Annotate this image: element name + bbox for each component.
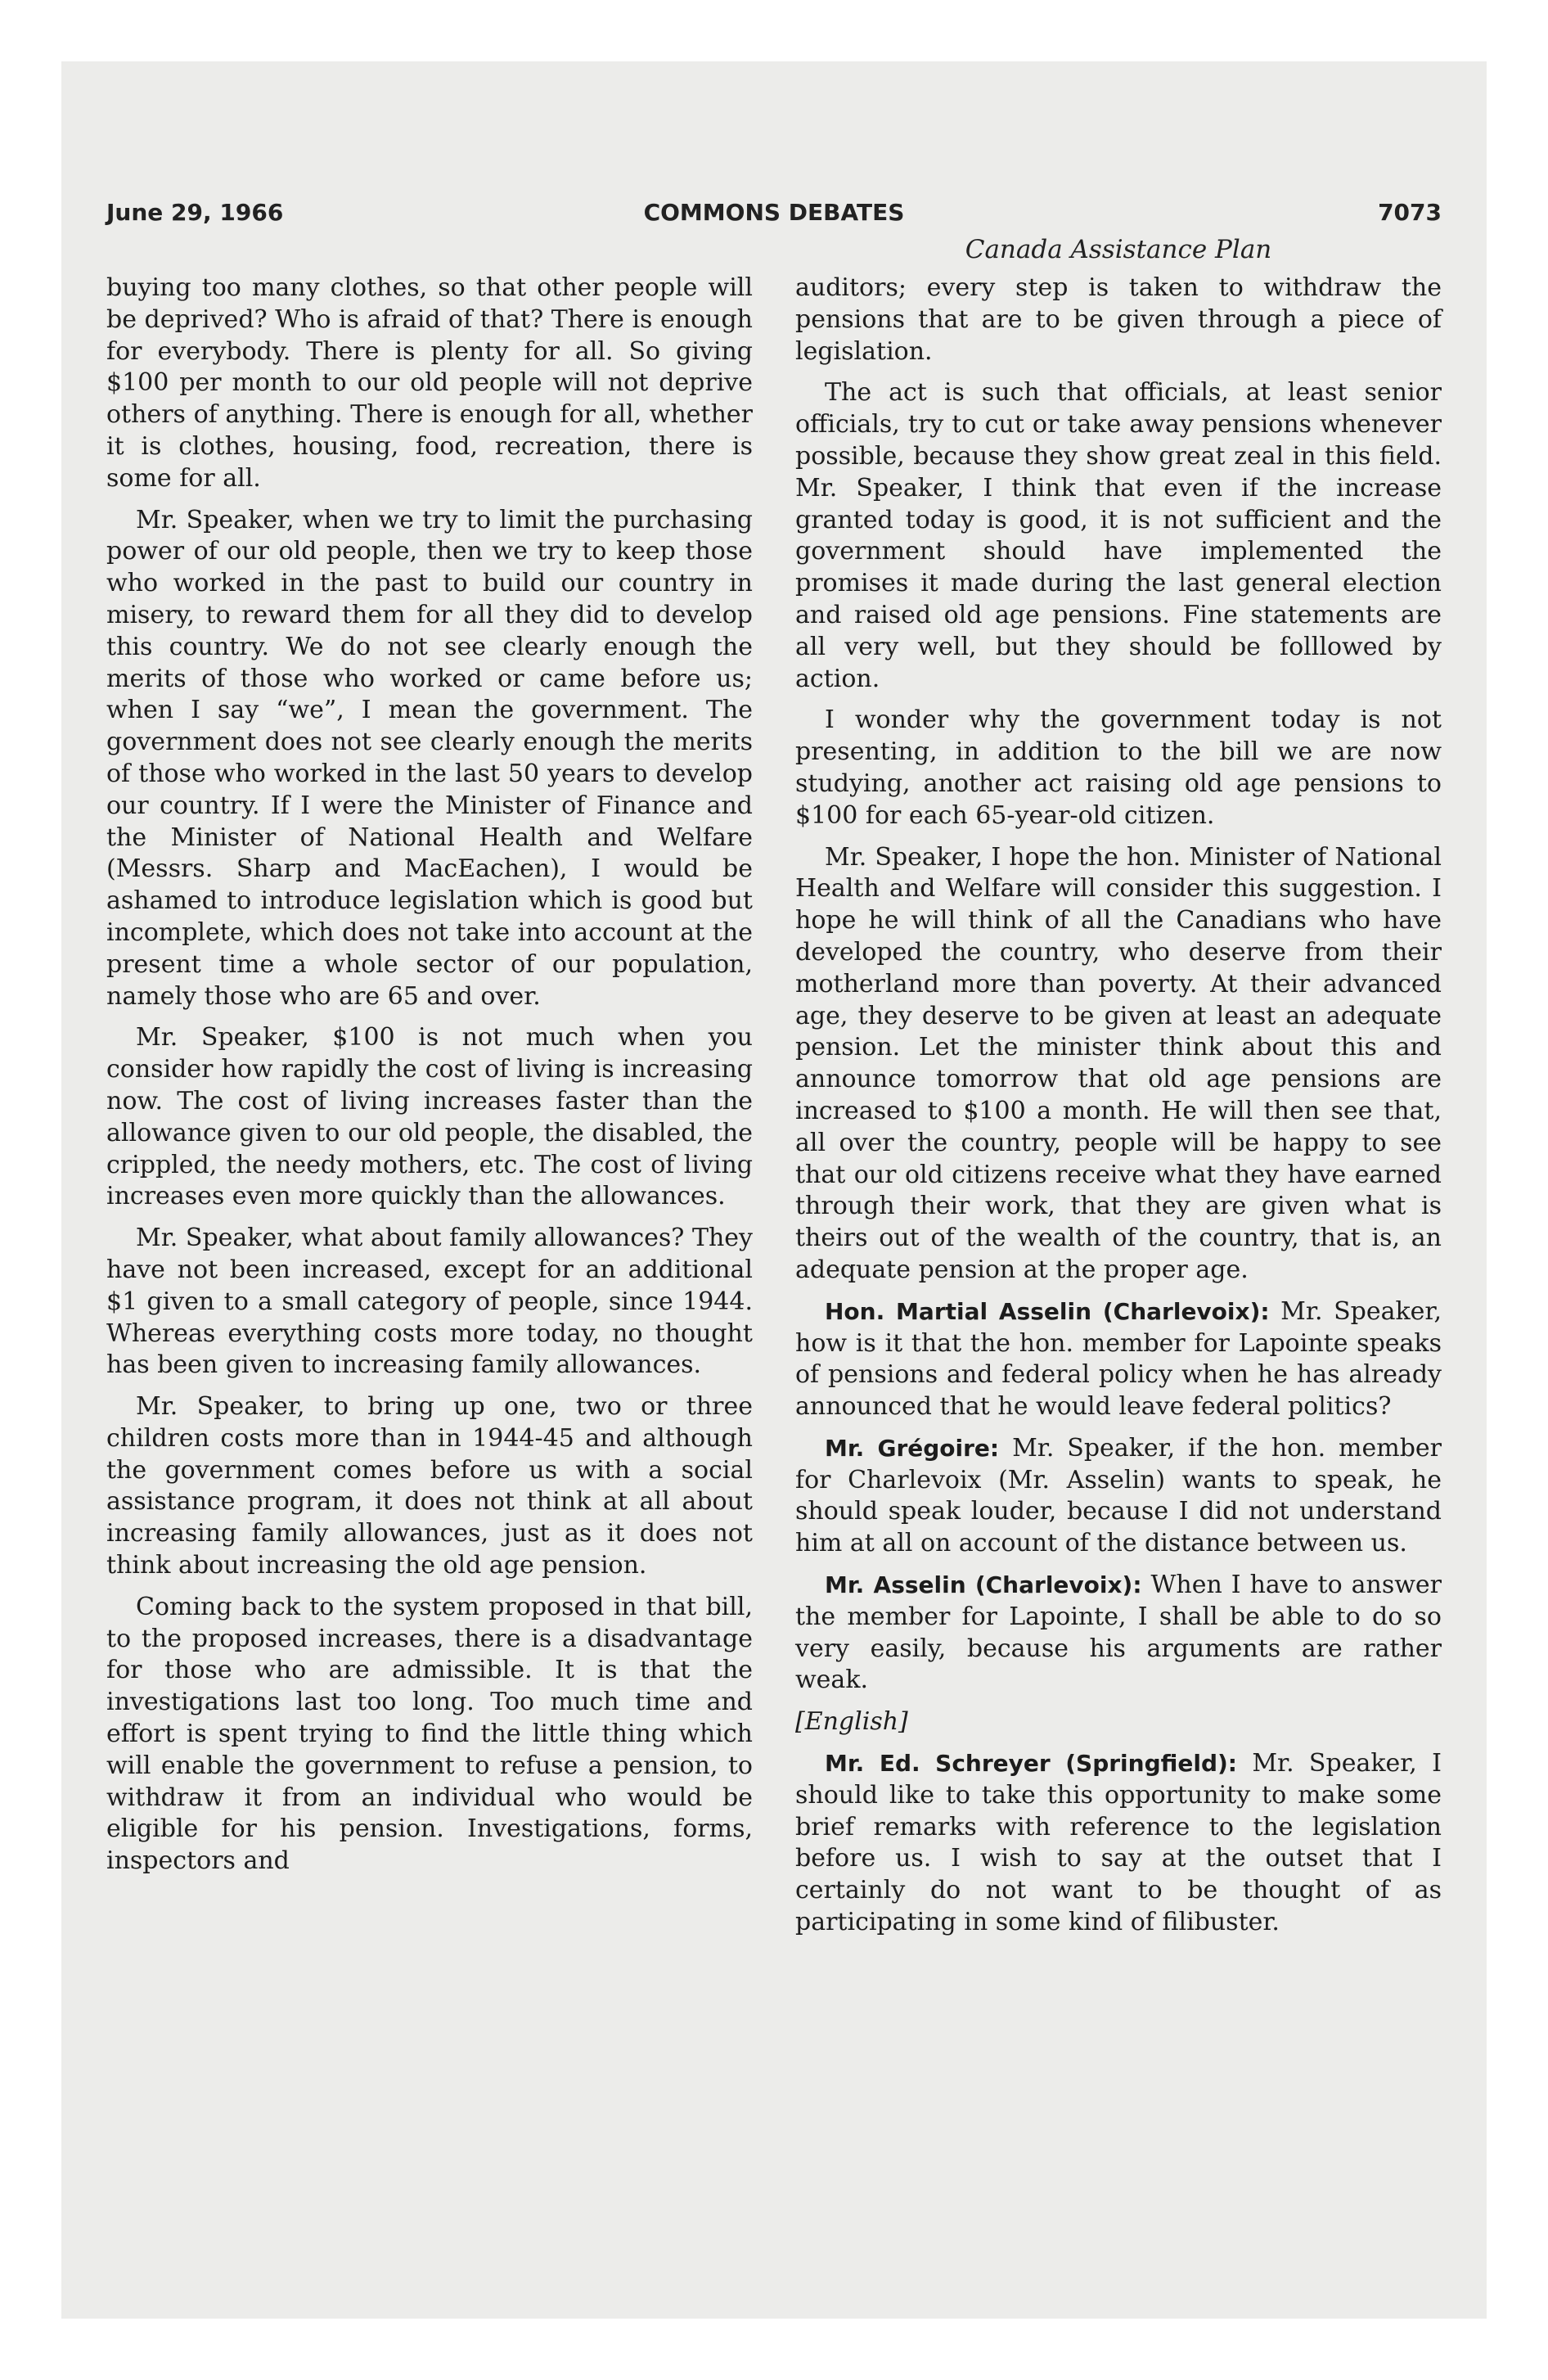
speaker-name: Mr. Ed. Schreyer (Springfield): <box>825 1750 1238 1778</box>
paragraph: Mr. Speaker, I hope the hon. Minister of National Health and Welfare will consider this suggestion. I hope he will think of all the Canadians who have developed the country, who deserve from their motherland more than poverty. At their advanced age, they deserve to be given at least an adequate pension. Let the minister think about this and announce tomorrow that old age pensions are increased to $100 a month. He will then see that, all over the country, people will be happy to see that our old citizens receive what they have earned through their work, that they are given what is theirs out of the wealth of the country, that is, an adequate pension at the proper age. <box>795 842 1442 1284</box>
language-note: [English] <box>795 1707 908 1737</box>
right-column <box>795 273 1442 1949</box>
paragraph: Coming back to the system proposed in that bill, to the proposed increases, there is a disadvantage for those who are admissible. It is that the investigations last too long. Too much time and effort is spent trying to find the little thing which will enable the government to refuse a pension, to withdraw it from an individual who would be eligible for his pension. Investigations, forms, inspectors and <box>106 1592 753 1876</box>
speech-text: When I have to answer the member for Lapointe, I shall be able to do so very easily, because his arguments are rather weak. <box>795 1571 1442 1695</box>
speaker-name: Mr. Asselin (Charlevoix): <box>825 1571 1142 1599</box>
paragraph: Mr. Speaker, $100 is not much when you consider how rapidly the cost of living is increasing now. The cost of living increases faster than the allowance given to our old people, the disabled, the crippled, the needy mothers, etc. The cost of living increases even more quickly than the allowances. <box>106 1023 753 1211</box>
header-page-number: 7073 <box>1378 199 1442 226</box>
paragraph: Mr. Speaker, to bring up one, two or three children costs more than in 1944-45 and although the government comes before us with a social assistance program, it does not think at all about increasing family allowances, just as it does not think about increasing the old age pension. <box>106 1392 753 1580</box>
header-title: COMMONS DEBATES <box>643 199 905 226</box>
paragraph: buying too many clothes, so that other people will be deprived? Who is afraid of that? There is enough for everybody. There is plenty for all. So giving $100 per month to our old people will not deprive others of anything. There is enough for all, whether it is clothes, housing, food, recreation, there is some for all. <box>106 273 753 493</box>
page-sheet <box>61 61 1487 2319</box>
speech-gregoire <box>795 1433 1442 1560</box>
paragraph: Mr. Speaker, when we try to limit the purchasing power of our old people, then we try to keep those who worked in the past to build our country in misery, to reward them for all they did to develop this country. We do not see clearly enough the merits of those who worked or came before us; when I say “we”, I mean the government. The government does not see clearly enough the merits of those who worked in the last 50 years to develop our country. If I were the Minister of Finance and the Minister of National Health and Welfare (Messrs. Sharp and MacEachen), I would be ashamed to introduce legislation which is good but incomplete, which does not take into account at the present time a whole sector of our population, namely those who are 65 and over. <box>106 505 753 1011</box>
header-date: June 29, 1966 <box>106 199 284 226</box>
left-column <box>106 273 753 1887</box>
paragraph: The act is such that officials, at least senior officials, try to cut or take away pensions whenever possible, because they show great zeal in this field. Mr. Speaker, I think that even if the increase granted today is good, it is not sufficient and the government should have implemented the promises it made during the last general election and raised old age pensions. Fine statements are all very well, but they should be folllowed by action. <box>795 378 1442 693</box>
speech-text: Mr. Speaker, I should like to take this opportunity to make some brief remarks with reference to the legislation before us. I wish to say at the outset that I certainly do not want to be thought of as participating in some kind of filibuster. <box>795 1749 1442 1937</box>
speaker-name: Hon. Martial Asselin (Charlevoix): <box>825 1297 1270 1325</box>
page-header <box>106 199 1442 233</box>
speech-text: Mr. Speaker, if the hon. member for Charlevoix (Mr. Asselin) wants to speak, he should speak louder, because I did not understand him at all on account of the distance between us. <box>795 1433 1442 1558</box>
paragraph: I wonder why the government today is not presenting, in addition to the bill we are now studying, another act raising old age pensions to $100 for each 65-year-old citizen. <box>795 705 1442 830</box>
running-subtitle: Canada Assistance Plan <box>965 235 1272 264</box>
speech-asselin <box>795 1296 1442 1423</box>
speech-schreyer <box>795 1748 1442 1939</box>
paragraph: Mr. Speaker, what about family allowances? They have not been increased, except for an additional $1 given to a small category of people, since 1944. Whereas everything costs more today, no thought has been given to increasing family allowances. <box>106 1224 753 1380</box>
speech-asselin-reply <box>795 1570 1442 1697</box>
speaker-name: Mr. Grégoire: <box>825 1434 1000 1462</box>
speech-text: Mr. Speaker, how is it that the hon. member for Lapointe speaks of pensions and federal policy when he has already announced that he would leave federal politics? <box>795 1296 1442 1422</box>
paragraph: auditors; every step is taken to withdraw the pensions that are to be given through a piece of legislation. <box>795 273 1442 366</box>
